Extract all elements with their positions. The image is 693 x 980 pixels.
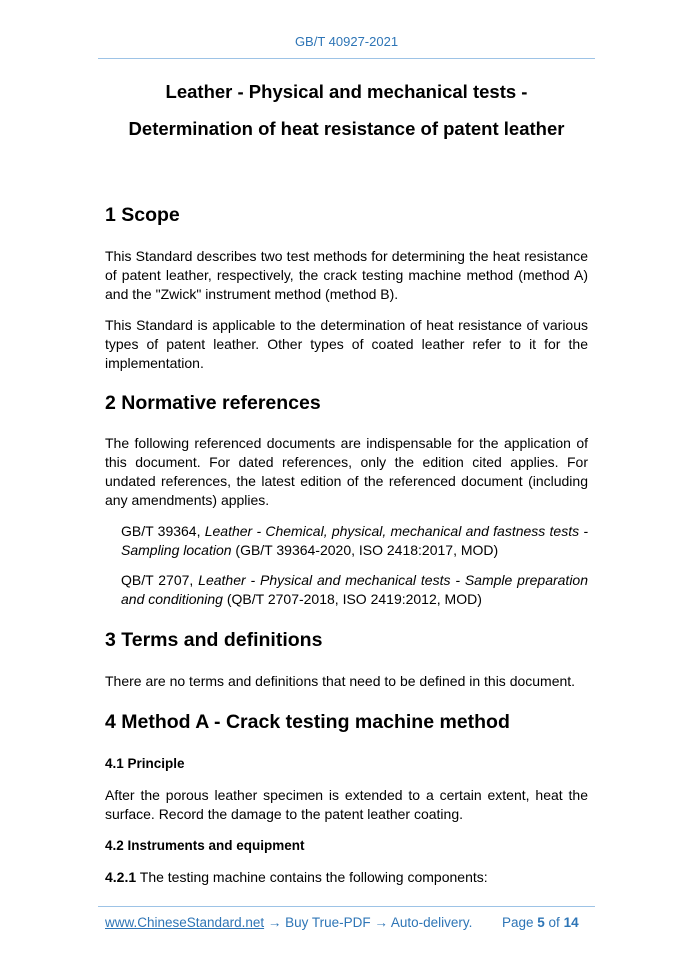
document-id-header: GB/T 40927-2021 [294, 34, 399, 49]
principle-paragraph: After the porous leather specimen is extended to a certain extent, heat the surface. Record the damage to the patent leather coating. [105, 787, 588, 822]
scope-paragraph-2: This Standard is applicable to the determination of heat resistance of various types of patent leather. Other types of coated leather refer to it for the implementation. [105, 317, 588, 371]
scope-paragraph-1: This Standard describes two test methods for determining the heat resistance of patent leather, respectively, the crack testing machine method (method A) and the "Zwick" instrument method (method B). [105, 248, 588, 302]
clause-text: The testing machine contains the following components: [136, 869, 488, 885]
reference-item [121, 571, 588, 609]
page-label: Page [502, 915, 538, 930]
reference-item [121, 522, 588, 560]
heading-method-a: 4 Method A - Crack testing machine method [105, 711, 510, 733]
reference-code: GB/T 39364, [121, 523, 205, 539]
reference-code: QB/T 2707, [121, 572, 199, 588]
clause-4-2-1 [105, 868, 588, 887]
website-link[interactable]: www.ChineseStandard.net [105, 915, 265, 930]
of-label: of [544, 915, 564, 930]
current-page: 5 [537, 915, 545, 930]
total-pages: 14 [563, 915, 579, 930]
document-title-line-2: Determination of heat resistance of patent leather [128, 118, 565, 139]
reference-detail: (GB/T 39364-2020, ISO 2418:2017, MOD) [231, 542, 499, 558]
heading-normative-references: 2 Normative references [105, 392, 321, 414]
page-indicator [502, 915, 579, 930]
normative-paragraph: The following referenced documents are indispensable for the application of this document. For dated references, only the edition cited applies. For undated references, the latest edition of the referenced document (including any amendments) applies. [105, 435, 588, 508]
footer-promo [105, 915, 472, 930]
terms-paragraph: There are no terms and definitions that need to be defined in this document. [105, 673, 576, 689]
heading-principle: 4.1 Principle [105, 756, 185, 771]
document-title-line-1: Leather - Physical and mechanical tests - [165, 81, 528, 102]
clause-number: 4.2.1 [105, 869, 137, 885]
reference-title: Leather - Chemical, physical, mechanical and fastness tests - Sampling location [121, 523, 589, 558]
footer-divider [98, 906, 595, 907]
reference-detail: (QB/T 2707-2018, ISO 2419:2012, MOD) [222, 591, 482, 607]
heading-terms: 3 Terms and definitions [105, 629, 323, 651]
heading-instruments: 4.2 Instruments and equipment [105, 838, 305, 853]
heading-scope: 1 Scope [105, 204, 180, 226]
header-divider [98, 58, 595, 59]
promo-text: → Buy True-PDF → Auto-delivery. [264, 915, 473, 930]
reference-title: Leather - Physical and mechanical tests - Sample preparation and conditioning [121, 572, 588, 607]
